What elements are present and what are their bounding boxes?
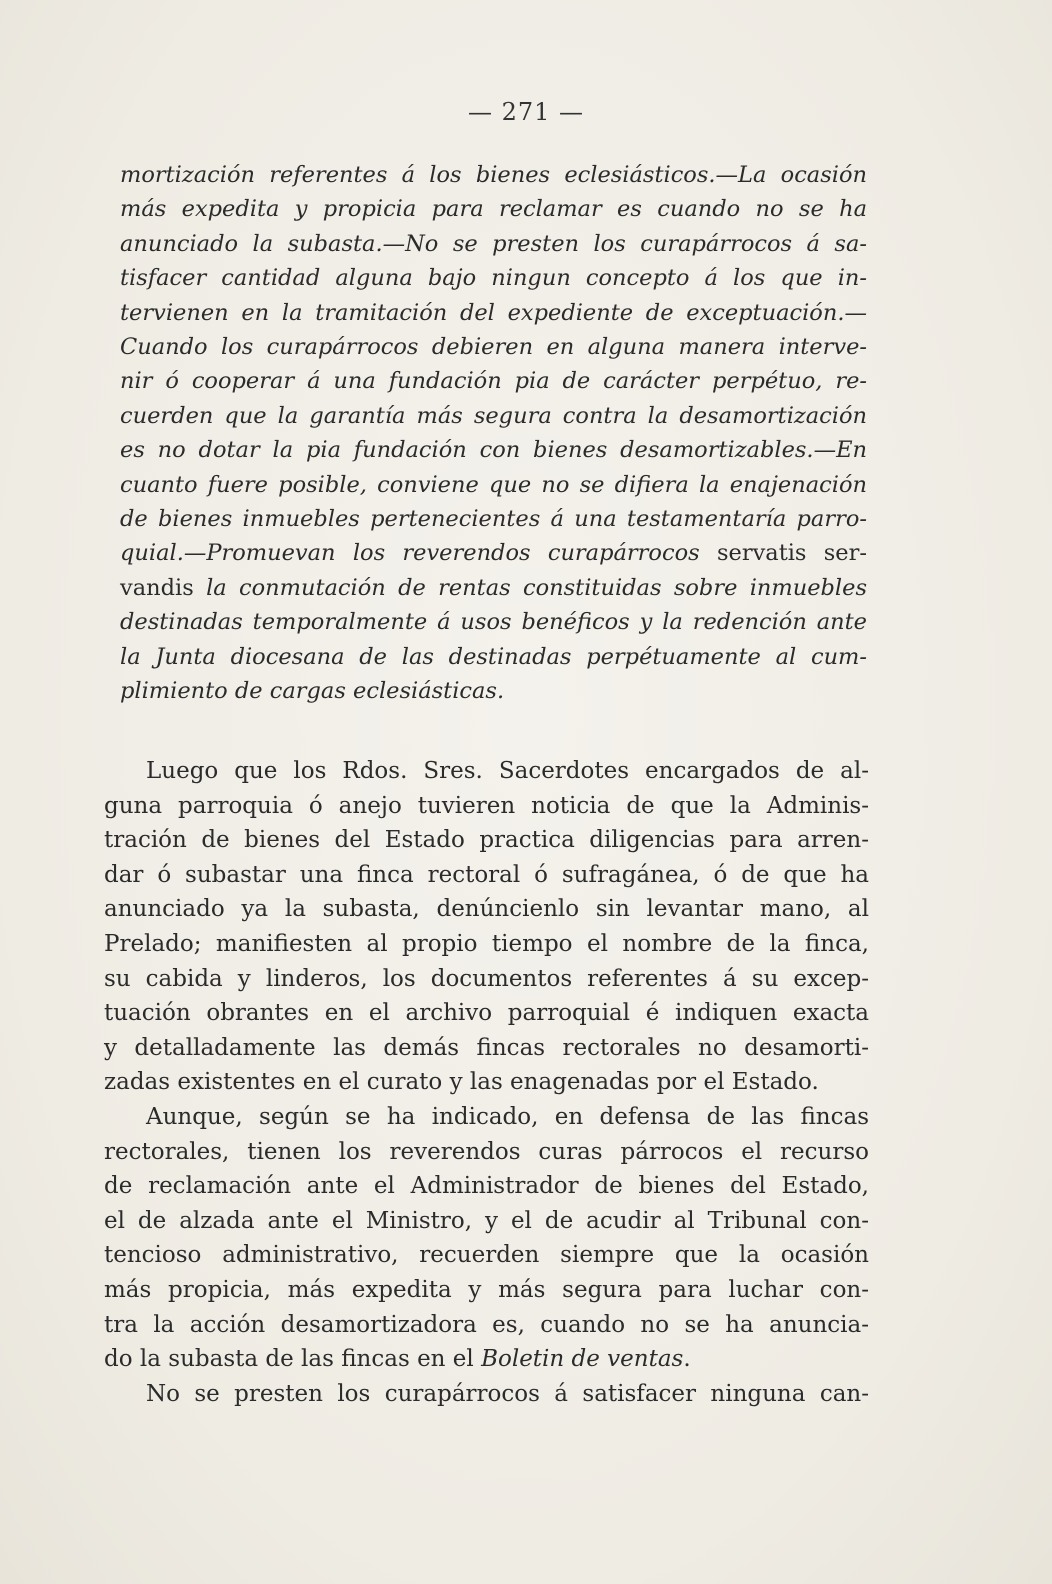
text-line-mixed bbox=[120, 536, 867, 570]
text-line: zadas existentes en el curato y las enagenadas por el Estado. bbox=[104, 1069, 819, 1096]
text-line: de bienes inmuebles pertenecientes á una testamentaría parro- bbox=[120, 506, 867, 533]
text-line: es no dotar la pia fundación con bienes desamortizables.—En bbox=[120, 437, 867, 464]
text-line: rectorales, tienen los reverendos curas párrocos el recurso bbox=[104, 1138, 869, 1165]
text-line-mixed bbox=[120, 571, 867, 605]
text-line: mortización referentes á los bienes eclesiásticos.—La ocasión bbox=[120, 162, 867, 188]
roman-run: do la subasta de las fincas en el bbox=[104, 1346, 482, 1373]
page-number: — 271 — bbox=[467, 98, 585, 126]
text-line: cuerden que la garantía más segura contra la desamortización bbox=[120, 402, 867, 429]
text-line: dar ó subastar una finca rectoral ó sufragánea, ó de que ha bbox=[104, 861, 869, 888]
italic-run: quial.—Promuevan los reverendos curapárrocos bbox=[120, 540, 700, 567]
text-line: plimiento de cargas eclesiásticas. bbox=[120, 678, 505, 705]
text-line: tervienen en la tramitación del expediente de exceptuación.— bbox=[120, 299, 867, 326]
italic-paragraph bbox=[120, 158, 867, 709]
text-line: más expedita y propicia para reclamar es cuando no se ha bbox=[120, 196, 867, 223]
text-line: su cabida y linderos, los documentos referentes á su excep- bbox=[104, 965, 869, 992]
text-line: Luego que los Rdos. Sres. Sacerdotes encargados de al- bbox=[146, 758, 869, 784]
text-line: tisfacer cantidad alguna bajo ningun concepto á los que in- bbox=[120, 265, 867, 292]
text-line: tración de bienes del Estado practica diligencias para arren- bbox=[104, 827, 869, 854]
roman-run: servatis ser- bbox=[699, 540, 867, 567]
text-line: Prelado; manifiesten al propio tiempo el nombre de la finca, bbox=[104, 930, 869, 957]
text-line: tuación obrantes en el archivo parroquial é indiquen exacta bbox=[104, 1000, 869, 1027]
text-line: anunciado la subasta.—No se presten los curapárrocos á sa- bbox=[120, 230, 867, 257]
text-line: guna parroquia ó anejo tuvieren noticia de que la Adminis- bbox=[104, 792, 869, 819]
text-line: de reclamación ante el Administrador de bienes del Estado, bbox=[104, 1173, 869, 1200]
text-line: Aunque, según se ha indicado, en defensa de las fincas bbox=[146, 1103, 869, 1130]
text-line: y detalladamente las demás fincas rectorales no desamorti- bbox=[104, 1034, 869, 1061]
text-line: cuanto fuere posible, conviene que no se difiera la enajenación bbox=[120, 471, 867, 498]
text-line: más propicia, más expedita y más segura para luchar con- bbox=[104, 1276, 869, 1303]
text-line: nir ó cooperar á una fundación pia de carácter perpétuo, re- bbox=[120, 368, 867, 395]
text-line: la Junta diocesana de las destinadas perpétuamente al cum- bbox=[120, 643, 867, 670]
text-line-mixed bbox=[104, 1342, 869, 1377]
text-line: el de alzada ante el Ministro, y el de acudir al Tribunal con- bbox=[104, 1207, 869, 1234]
text-line: No se presten los curapárrocos á satisfacer ninguna can- bbox=[146, 1380, 869, 1407]
text-line: anunciado ya la subasta, denúncienlo sin levantar mano, al bbox=[104, 896, 869, 923]
roman-run: vandis bbox=[120, 574, 194, 601]
body-text bbox=[104, 754, 869, 1411]
text-line: tencioso administrativo, recuerden siempre que la ocasión bbox=[104, 1242, 869, 1269]
roman-run: . bbox=[683, 1346, 691, 1373]
italic-run: Boletin de ventas bbox=[481, 1346, 684, 1373]
italic-run: la conmutación de rentas constituidas sobre inmuebles bbox=[193, 574, 867, 601]
text-line: Cuando los curapárrocos debieren en alguna manera interve- bbox=[120, 334, 867, 361]
text-line: destinadas temporalmente á usos benéficos y la redención ante bbox=[120, 609, 867, 636]
text-line: tra la acción desamortizadora es, cuando no se ha anuncia- bbox=[104, 1311, 869, 1338]
